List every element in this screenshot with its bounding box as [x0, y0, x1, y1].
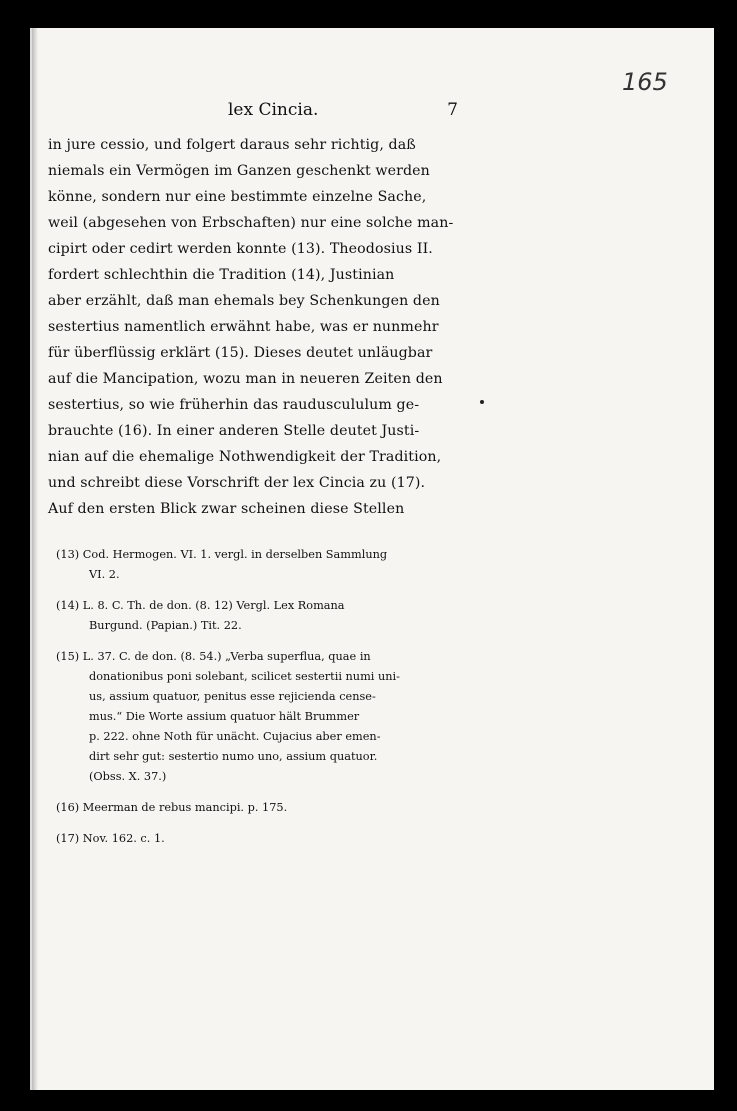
footnote-line: (17) Nov. 162. c. 1. [56, 832, 165, 845]
body-line: in jure cessio, und folgert daraus sehr richtig, daß [48, 137, 416, 153]
footnote-line: us, assium quatuor, penitus esse rejicienda cense- [89, 690, 376, 703]
running-title: lex Cincia. [228, 100, 319, 120]
body-line: cipirt oder cedirt werden konnte (13). Theodosius II. [48, 241, 433, 257]
footnote-17 [56, 829, 466, 849]
footnote-line: mus.“ Die Worte assium quatuor hält Brummer [89, 710, 360, 723]
page-number: 7 [447, 100, 458, 120]
footnote-line: Burgund. (Papian.) Tit. 22. [89, 619, 242, 632]
footnote-line: (13) Cod. Hermogen. VI. 1. vergl. in derselben Sammlung [56, 548, 388, 561]
footnote-line: dirt sehr gut: sestertio numo uno, assium quatuor. [89, 750, 378, 763]
body-line: auf die Mancipation, wozu man in neueren Zeiten den [48, 371, 443, 387]
body-line: und schreibt diese Vorschrift der lex Cincia zu (17). [48, 475, 426, 491]
body-line: sestertius namentlich erwähnt habe, was er nunmehr [48, 319, 439, 335]
handwritten-folio-number: 165 [622, 68, 668, 96]
body-text [48, 132, 464, 522]
footnote-13 [56, 545, 466, 585]
body-line: Auf den ersten Blick zwar scheinen diese Stellen [48, 501, 405, 517]
body-line: für überflüssig erklärt (15). Dieses deutet unläugbar [48, 345, 433, 361]
body-line: fordert schlechthin die Tradition (14), Justinian [48, 267, 395, 283]
footnote-line: (16) Meerman de rebus mancipi. p. 175. [56, 801, 288, 814]
footnotes [56, 545, 466, 860]
running-head [80, 100, 458, 130]
body-line: weil (abgesehen von Erbschaften) nur eine solche man- [48, 215, 454, 231]
body-line: könne, sondern nur eine bestimmte einzelne Sache, [48, 189, 427, 205]
body-line: niemals ein Vermögen im Ganzen geschenkt werden [48, 163, 430, 179]
footnote-line: (Obss. X. 37.) [89, 770, 167, 783]
footnote-line: p. 222. ohne Noth für unächt. Cujacius aber emen- [89, 730, 381, 743]
body-line: nian auf die ehemalige Nothwendigkeit der Tradition, [48, 449, 442, 465]
footnote-line: (15) L. 37. C. de don. (8. 54.) „Verba superflua, quae in [56, 650, 371, 663]
body-line: sestertius, so wie früherhin das rauduscululum ge- [48, 397, 420, 413]
body-line: aber erzählt, daß man ehemals bey Schenkungen den [48, 293, 440, 309]
footnote-14 [56, 596, 466, 636]
footnote-line: (14) L. 8. C. Th. de don. (8. 12) Vergl. Lex Romana [56, 599, 345, 612]
footnote-line: donationibus poni solebant, scilicet sestertii numi uni- [89, 670, 400, 683]
footnote-line: VI. 2. [89, 568, 120, 581]
footnote-16 [56, 798, 466, 818]
body-line: brauchte (16). In einer anderen Stelle deutet Justi- [48, 423, 420, 439]
footnote-15 [56, 647, 466, 787]
ink-speck [480, 400, 484, 404]
